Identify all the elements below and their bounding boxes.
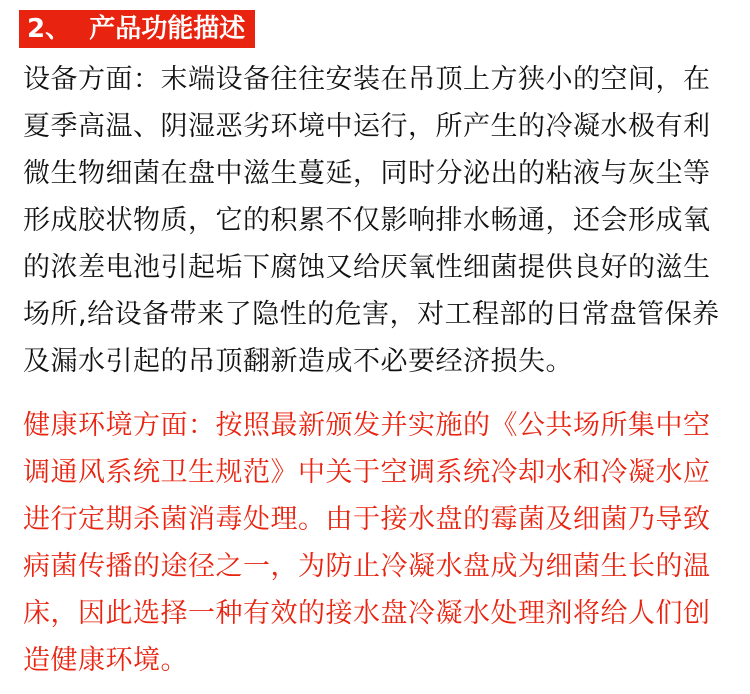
paragraph-line: 病菌传播的途径之一，为防止冷凝水盘成为细菌生长的温	[23, 551, 711, 582]
paragraph-line: 健康环境方面：按照最新颁发并实施的《公共场所集中空	[23, 410, 711, 441]
paragraph-line: 及漏水引起的吊顶翻新造成不必要经济损失。	[23, 346, 573, 377]
paragraph-line: 造健康环境。	[23, 645, 188, 676]
paragraph-line: 进行定期杀菌消毒处理。由于接水盘的霉菌及细菌乃导致	[23, 504, 711, 535]
section-heading: 2、 产品功能描述	[19, 10, 255, 48]
paragraph-line: 调通风系统卫生规范》中关于空调系统冷却水和冷凝水应	[23, 457, 711, 488]
equipment-paragraph	[23, 56, 720, 385]
health-environment-paragraph	[23, 402, 711, 684]
paragraph-line: 微生物细菌在盘中滋生蔓延，同时分泌出的粘液与灰尘等	[23, 158, 711, 189]
paragraph-line: 夏季高温、阴湿恶劣环境中运行，所产生的冷凝水极有利	[23, 111, 711, 142]
paragraph-line: 设备方面：末端设备往往安装在吊顶上方狭小的空间，在	[23, 64, 711, 95]
paragraph-line: 形成胶状物质，它的积累不仅影响排水畅通，还会形成氧	[23, 205, 711, 236]
paragraph-line: 的浓差电池引起垢下腐蚀又给厌氧性细菌提供良好的滋生	[23, 252, 711, 283]
paragraph-line: 场所,给设备带来了隐性的危害，对工程部的日常盘管保养	[23, 299, 720, 330]
paragraph-line: 床，因此选择一种有效的接水盘冷凝水处理剂将给人们创	[23, 598, 711, 629]
